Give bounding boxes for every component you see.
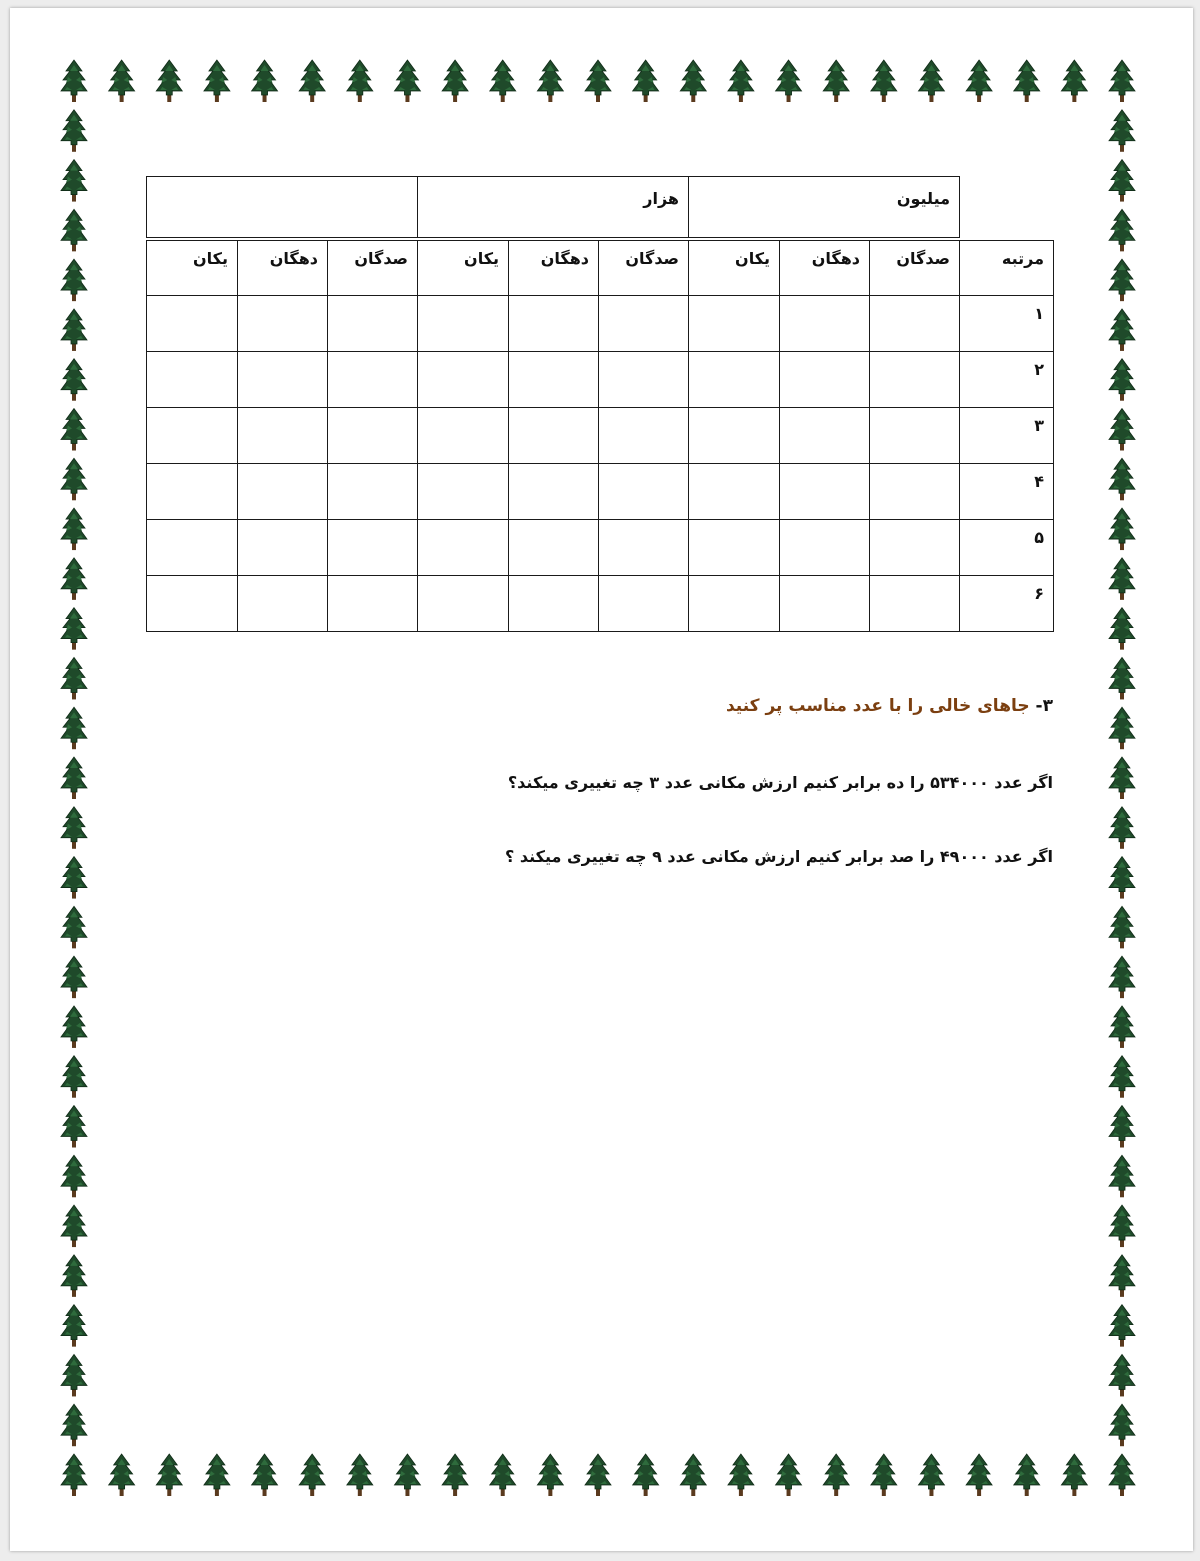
worksheet-page <box>10 8 1193 1551</box>
pine-tree-icon <box>1109 259 1135 301</box>
answer-cell[interactable] <box>599 576 689 632</box>
pine-tree-icon <box>1061 1454 1087 1496</box>
pine-tree-icon <box>204 1454 230 1496</box>
pine-tree-icon <box>1014 1454 1040 1496</box>
row-label: ۵ <box>960 520 1054 576</box>
pine-tree-icon <box>61 259 87 301</box>
pine-tree-icon <box>61 608 87 650</box>
pine-tree-icon <box>61 1155 87 1197</box>
pine-tree-icon <box>1109 707 1135 749</box>
pine-tree-icon <box>1109 110 1135 152</box>
section-number: ۳- <box>1035 696 1053 716</box>
pine-tree-icon <box>728 60 754 102</box>
pine-tree-icon <box>1109 657 1135 699</box>
pine-tree-icon <box>1109 608 1135 650</box>
answer-cell[interactable] <box>689 576 780 632</box>
answer-cell[interactable] <box>147 520 238 576</box>
answer-cell[interactable] <box>870 576 960 632</box>
column-header: یکان <box>147 241 238 296</box>
pine-tree-icon <box>966 60 992 102</box>
pine-tree-icon <box>204 60 230 102</box>
pine-tree-icon <box>776 1454 802 1496</box>
place-value-table <box>146 176 1053 617</box>
pine-tree-icon <box>1109 1454 1135 1496</box>
column-header: صدگان <box>870 241 960 296</box>
column-header: دهگان <box>780 241 870 296</box>
section-title: جاهای خالی را با عدد مناسب پر کنید <box>725 696 1036 716</box>
pine-tree-icon <box>61 458 87 500</box>
answer-cell[interactable] <box>418 464 509 520</box>
pine-tree-icon <box>1109 1106 1135 1148</box>
answer-cell[interactable] <box>418 576 509 632</box>
column-header: صدگان <box>599 241 689 296</box>
pine-tree-icon <box>1109 956 1135 998</box>
pine-tree-icon <box>61 110 87 152</box>
pine-tree-icon <box>61 1305 87 1347</box>
pine-tree-icon <box>1109 309 1135 351</box>
answer-cell[interactable] <box>418 352 509 408</box>
pine-tree-icon <box>1109 1205 1135 1247</box>
pine-tree-icon <box>1109 209 1135 251</box>
pine-tree-icon <box>871 1454 897 1496</box>
answer-cell[interactable] <box>599 296 689 352</box>
pine-tree-icon <box>61 906 87 948</box>
pine-tree-icon <box>633 60 659 102</box>
table-row <box>147 352 1054 408</box>
pine-tree-icon <box>1109 1404 1135 1446</box>
pine-tree-icon <box>61 1205 87 1247</box>
table-row <box>147 408 1054 464</box>
group-header-units <box>147 177 418 238</box>
answer-cell[interactable] <box>147 296 238 352</box>
pine-tree-icon <box>61 1056 87 1098</box>
answer-cell[interactable] <box>328 520 418 576</box>
answer-cell[interactable] <box>238 464 328 520</box>
pine-tree-icon <box>1109 906 1135 948</box>
pine-tree-icon <box>394 1454 420 1496</box>
group-header-thousands: هزار <box>418 177 689 238</box>
pine-tree-icon <box>1109 1006 1135 1048</box>
answer-cell[interactable] <box>870 296 960 352</box>
pine-tree-icon <box>61 1006 87 1048</box>
pine-tree-icon <box>61 657 87 699</box>
row-label: ۶ <box>960 576 1054 632</box>
answer-cell[interactable] <box>689 520 780 576</box>
pine-tree-icon <box>252 60 278 102</box>
column-header: دهگان <box>238 241 328 296</box>
pine-tree-icon <box>61 707 87 749</box>
pine-tree-icon <box>728 1454 754 1496</box>
answer-cell[interactable] <box>509 520 599 576</box>
answer-cell[interactable] <box>780 464 870 520</box>
pine-tree-icon <box>61 1354 87 1396</box>
pine-tree-icon <box>61 807 87 849</box>
answer-cell[interactable] <box>780 576 870 632</box>
answer-cell[interactable] <box>509 464 599 520</box>
pine-tree-icon <box>537 60 563 102</box>
pine-tree-icon <box>1109 1305 1135 1347</box>
pine-tree-icon <box>347 1454 373 1496</box>
pine-tree-icon <box>1109 160 1135 202</box>
answer-cell[interactable] <box>147 408 238 464</box>
pine-tree-icon <box>299 60 325 102</box>
answer-cell[interactable] <box>328 296 418 352</box>
answer-cell[interactable] <box>328 408 418 464</box>
answer-cell[interactable] <box>780 296 870 352</box>
pine-tree-icon <box>1061 60 1087 102</box>
table-row <box>147 576 1054 632</box>
table-row <box>147 296 1054 352</box>
group-header-blank <box>960 177 1054 238</box>
answer-cell[interactable] <box>238 352 328 408</box>
answer-cell[interactable] <box>328 576 418 632</box>
answer-cell[interactable] <box>509 576 599 632</box>
pine-tree-icon <box>61 160 87 202</box>
pine-tree-icon <box>1109 1155 1135 1197</box>
pine-tree-icon <box>61 857 87 899</box>
answer-cell[interactable] <box>689 352 780 408</box>
pine-tree-icon <box>1109 807 1135 849</box>
answer-cell[interactable] <box>509 408 599 464</box>
answer-cell[interactable] <box>870 352 960 408</box>
pine-tree-icon <box>1109 60 1135 102</box>
pine-tree-icon <box>871 60 897 102</box>
pine-tree-icon <box>1109 1354 1135 1396</box>
answer-cell[interactable] <box>328 464 418 520</box>
pine-tree-icon <box>1109 1056 1135 1098</box>
pine-tree-icon <box>633 1454 659 1496</box>
pine-tree-icon <box>394 60 420 102</box>
section-heading <box>726 696 1053 716</box>
row-label: ۴ <box>960 464 1054 520</box>
column-header: یکان <box>689 241 780 296</box>
answer-cell[interactable] <box>238 408 328 464</box>
pine-tree-icon <box>61 359 87 401</box>
answer-cell[interactable] <box>418 520 509 576</box>
column-header: دهگان <box>509 241 599 296</box>
pine-tree-icon <box>156 60 182 102</box>
answer-cell[interactable] <box>689 408 780 464</box>
pine-tree-icon <box>61 1255 87 1297</box>
pine-tree-icon <box>966 1454 992 1496</box>
pine-tree-icon <box>61 209 87 251</box>
answer-cell[interactable] <box>870 408 960 464</box>
pine-tree-icon <box>1109 359 1135 401</box>
row-label: ۳ <box>960 408 1054 464</box>
pine-tree-icon <box>823 1454 849 1496</box>
row-label: ۲ <box>960 352 1054 408</box>
pine-tree-icon <box>61 60 87 102</box>
pine-tree-icon <box>61 757 87 799</box>
pine-tree-icon <box>442 60 468 102</box>
answer-cell[interactable] <box>599 520 689 576</box>
answer-cell[interactable] <box>870 464 960 520</box>
answer-cell[interactable] <box>599 408 689 464</box>
pine-tree-icon <box>109 1454 135 1496</box>
pine-tree-icon <box>1109 409 1135 451</box>
answer-cell[interactable] <box>780 520 870 576</box>
pine-tree-icon <box>918 60 944 102</box>
pine-tree-icon <box>823 60 849 102</box>
answer-cell[interactable] <box>689 464 780 520</box>
pine-tree-icon <box>61 1454 87 1496</box>
pine-tree-icon <box>61 558 87 600</box>
pine-tree-icon <box>680 1454 706 1496</box>
pine-tree-icon <box>776 60 802 102</box>
answer-cell[interactable] <box>147 464 238 520</box>
pine-tree-icon <box>109 60 135 102</box>
column-header-rank: مرتبه <box>960 241 1054 296</box>
answer-cell[interactable] <box>509 352 599 408</box>
table-row <box>147 464 1054 520</box>
pine-tree-icon <box>61 956 87 998</box>
answer-cell[interactable] <box>238 296 328 352</box>
column-header: صدگان <box>328 241 418 296</box>
answer-cell[interactable] <box>147 576 238 632</box>
pine-tree-icon <box>1109 458 1135 500</box>
answer-cell[interactable] <box>689 296 780 352</box>
pine-tree-icon <box>61 1106 87 1148</box>
answer-cell[interactable] <box>238 520 328 576</box>
pine-tree-icon <box>347 60 373 102</box>
pine-tree-icon <box>1109 757 1135 799</box>
answer-cell[interactable] <box>599 352 689 408</box>
answer-cell[interactable] <box>418 408 509 464</box>
answer-cell[interactable] <box>147 352 238 408</box>
table-row <box>147 520 1054 576</box>
pine-tree-icon <box>585 1454 611 1496</box>
pine-tree-icon <box>252 1454 278 1496</box>
answer-cell[interactable] <box>238 576 328 632</box>
pine-tree-icon <box>1109 558 1135 600</box>
answer-cell[interactable] <box>328 352 418 408</box>
answer-cell[interactable] <box>418 296 509 352</box>
pine-tree-icon <box>537 1454 563 1496</box>
pine-tree-icon <box>61 309 87 351</box>
pine-tree-icon <box>1109 857 1135 899</box>
answer-cell[interactable] <box>780 352 870 408</box>
answer-cell[interactable] <box>509 296 599 352</box>
pine-tree-icon <box>299 1454 325 1496</box>
pine-tree-icon <box>61 1404 87 1446</box>
pine-tree-icon <box>1109 508 1135 550</box>
pine-tree-icon <box>61 508 87 550</box>
pine-tree-icon <box>1109 1255 1135 1297</box>
question-1: اگر عدد ۵۳۴۰۰۰ را ده برابر کنیم ارزش مکانی عدد ۳ چه تغییری میکند؟ <box>507 773 1053 792</box>
question-2: اگر عدد ۴۹۰۰۰ را صد برابر کنیم ارزش مکانی عدد ۹ چه تغییری میکند ؟ <box>505 847 1053 866</box>
pine-tree-icon <box>156 1454 182 1496</box>
answer-cell[interactable] <box>870 520 960 576</box>
group-header-millions: میلیون <box>689 177 960 238</box>
answer-cell[interactable] <box>780 408 870 464</box>
pine-tree-icon <box>490 1454 516 1496</box>
pine-tree-icon <box>442 1454 468 1496</box>
pine-tree-icon <box>61 409 87 451</box>
pine-tree-icon <box>1014 60 1040 102</box>
row-label: ۱ <box>960 296 1054 352</box>
pine-tree-icon <box>680 60 706 102</box>
pine-tree-icon <box>918 1454 944 1496</box>
pine-tree-icon <box>490 60 516 102</box>
column-header: یکان <box>418 241 509 296</box>
answer-cell[interactable] <box>599 464 689 520</box>
pine-tree-icon <box>585 60 611 102</box>
